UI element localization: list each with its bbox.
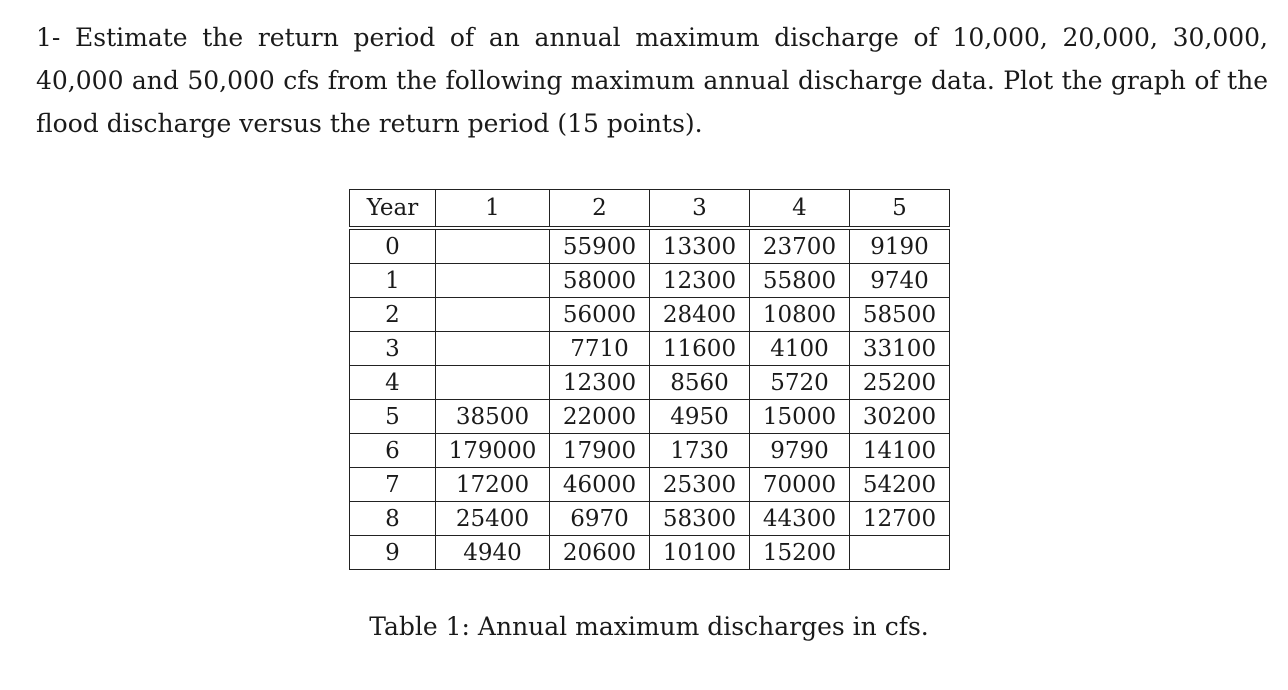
discharge-cell: 54200 [850,468,950,502]
discharge-cell: 12300 [550,366,650,400]
discharge-table [349,189,950,570]
discharge-cell [436,228,550,264]
table-row [350,298,950,332]
table-row [350,502,950,536]
discharge-cell: 14100 [850,434,950,468]
discharge-cell: 46000 [550,468,650,502]
discharge-cell: 4950 [650,400,750,434]
table-row [350,228,950,264]
discharge-cell: 25200 [850,366,950,400]
table-caption-text: Table 1: Annual maximum discharges in cfs. [369,612,929,641]
discharge-cell: 7710 [550,332,650,366]
discharge-cell: 9790 [750,434,850,468]
discharge-cell: 1730 [650,434,750,468]
discharge-cell [436,366,550,400]
header-year: Year [350,190,436,229]
discharge-cell: 33100 [850,332,950,366]
year-cell: 1 [350,264,436,298]
year-cell: 4 [350,366,436,400]
discharge-cell [436,264,550,298]
year-cell: 6 [350,434,436,468]
table-row [350,434,950,468]
discharge-cell: 13300 [650,228,750,264]
discharge-cell [436,332,550,366]
discharge-cell: 55900 [550,228,650,264]
discharge-cell: 55800 [750,264,850,298]
table-header-row [350,190,950,229]
year-cell: 2 [350,298,436,332]
header-decade-digit-2: 2 [550,190,650,229]
year-cell: 0 [350,228,436,264]
year-cell: 7 [350,468,436,502]
discharge-cell: 9740 [850,264,950,298]
discharge-cell: 70000 [750,468,850,502]
year-cell: 9 [350,536,436,570]
discharge-cell: 4100 [750,332,850,366]
header-decade-digit-3: 3 [650,190,750,229]
header-decade-digit-1: 1 [436,190,550,229]
table-row [350,468,950,502]
discharge-cell: 28400 [650,298,750,332]
discharge-cell: 10100 [650,536,750,570]
discharge-cell: 15200 [750,536,850,570]
discharge-cell: 15000 [750,400,850,434]
problem-statement: 1- Estimate the return period of an annual maximum discharge of 10,000, 20,000, 30,000, 40,000 and 50,000 cfs from the following maximum annual discharge data. Plot the graph of the flood discharge versus the return period (15 points). [36,23,1268,138]
discharge-cell: 38500 [436,400,550,434]
discharge-cell [850,536,950,570]
discharge-cell: 9190 [850,228,950,264]
discharge-cell: 5720 [750,366,850,400]
header-decade-digit-5: 5 [850,190,950,229]
year-cell: 3 [350,332,436,366]
year-cell: 8 [350,502,436,536]
discharge-cell: 25400 [436,502,550,536]
discharge-cell: 22000 [550,400,650,434]
discharge-cell: 23700 [750,228,850,264]
table-row [350,366,950,400]
header-decade-digit-4: 4 [750,190,850,229]
year-cell: 5 [350,400,436,434]
table-caption [0,612,1288,641]
discharge-cell: 6970 [550,502,650,536]
discharge-cell: 58500 [850,298,950,332]
discharge-cell: 8560 [650,366,750,400]
discharge-cell: 58000 [550,264,650,298]
table-row [350,332,950,366]
discharge-cell: 12300 [650,264,750,298]
discharge-cell: 12700 [850,502,950,536]
discharge-cell [436,298,550,332]
table-body [350,228,950,570]
table-row [350,536,950,570]
discharge-cell: 30200 [850,400,950,434]
table-row [350,400,950,434]
discharge-cell: 56000 [550,298,650,332]
discharge-cell: 10800 [750,298,850,332]
discharge-cell: 25300 [650,468,750,502]
discharge-cell: 20600 [550,536,650,570]
discharge-cell: 17200 [436,468,550,502]
table-row [350,264,950,298]
discharge-cell: 17900 [550,434,650,468]
discharge-table-container [349,189,950,570]
discharge-cell: 58300 [650,502,750,536]
discharge-cell: 179000 [436,434,550,468]
discharge-cell: 11600 [650,332,750,366]
discharge-cell: 4940 [436,536,550,570]
discharge-cell: 44300 [750,502,850,536]
